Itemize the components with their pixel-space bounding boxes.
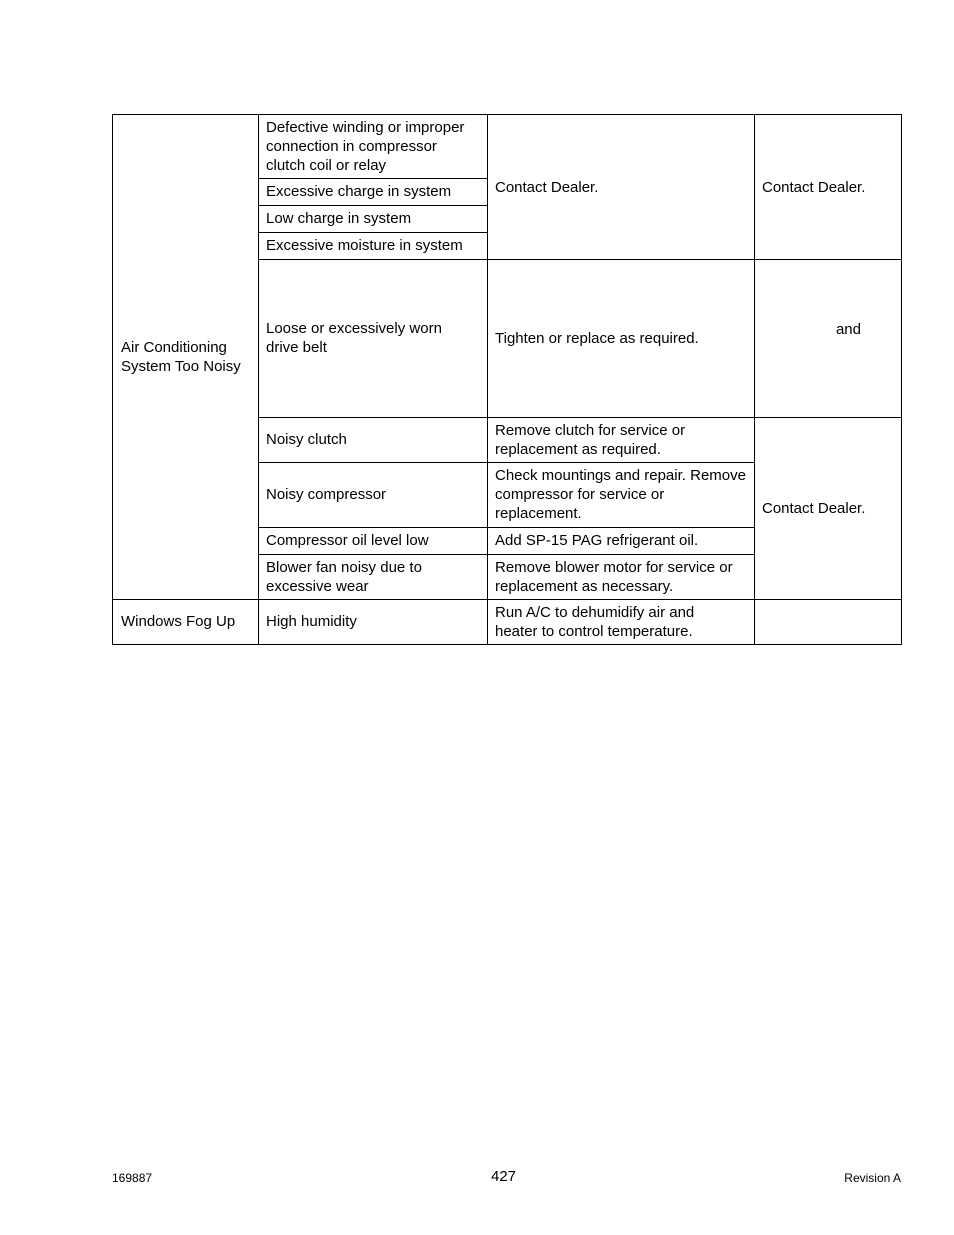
cause-cell <box>258 178 487 205</box>
cause-text: Noisy compressor <box>266 486 387 503</box>
reference-cell <box>754 599 901 644</box>
page-number: 427 <box>491 1168 517 1185</box>
cause-cell <box>258 115 487 178</box>
solution-cell <box>487 115 754 259</box>
doc-number: 169887 <box>112 1171 153 1185</box>
problem-text: Air Conditioning System Too Noisy <box>121 339 241 375</box>
solution-text: Check mountings and repair. Remove compressor for service or replacement. <box>495 467 746 522</box>
solution-text: Run A/C to dehumidify air and heater to control temperature. <box>495 603 695 640</box>
solution-text: Contact Dealer. <box>495 178 599 196</box>
cause-cell <box>258 527 487 554</box>
cause-text: Excessive moisture in system <box>266 237 463 254</box>
cause-text: Low charge in system <box>266 210 412 227</box>
solution-text: Remove clutch for service or replacement as required. <box>495 421 686 458</box>
cause-text: High humidity <box>266 613 357 630</box>
solution-text: Remove blower motor for service or replacement as necessary. <box>495 558 733 595</box>
problem-cell <box>113 115 258 599</box>
cause-text: Loose or excessively worn drive belt <box>266 320 442 356</box>
cause-cell <box>258 205 487 232</box>
solution-cell <box>487 554 754 599</box>
solution-cell <box>487 417 754 462</box>
reference-cell <box>754 115 901 259</box>
cause-cell <box>258 462 487 527</box>
solution-cell <box>487 599 754 644</box>
cause-text: Noisy clutch <box>266 431 347 448</box>
troubleshooting-table <box>112 114 902 645</box>
cause-cell <box>258 259 487 417</box>
revision-label: Revision A <box>844 1171 901 1185</box>
reference-text: Contact Dealer. <box>762 499 866 517</box>
solution-cell <box>487 527 754 554</box>
solution-text: Add SP-15 PAG refrigerant oil. <box>495 532 699 549</box>
problem-text: Windows Fog Up <box>121 613 236 630</box>
cause-cell <box>258 599 487 644</box>
reference-text: Contact Dealer. <box>762 178 866 196</box>
cause-text: Compressor oil level low <box>266 532 429 549</box>
cause-text: Blower fan noisy due to excessive wear <box>266 558 422 595</box>
reference-cell <box>754 417 901 599</box>
cause-cell <box>258 417 487 462</box>
problem-cell <box>113 599 258 644</box>
reference-cell <box>754 259 901 399</box>
cause-cell <box>258 554 487 599</box>
solution-cell <box>487 462 754 527</box>
solution-text: Tighten or replace as required. <box>495 329 699 347</box>
cause-text: Defective winding or improper connection in compressor clutch coil or relay <box>266 119 465 174</box>
solution-cell <box>487 259 754 417</box>
cause-text: Excessive charge in system <box>266 183 452 200</box>
cause-cell <box>258 232 487 259</box>
reference-text: and <box>835 320 861 338</box>
